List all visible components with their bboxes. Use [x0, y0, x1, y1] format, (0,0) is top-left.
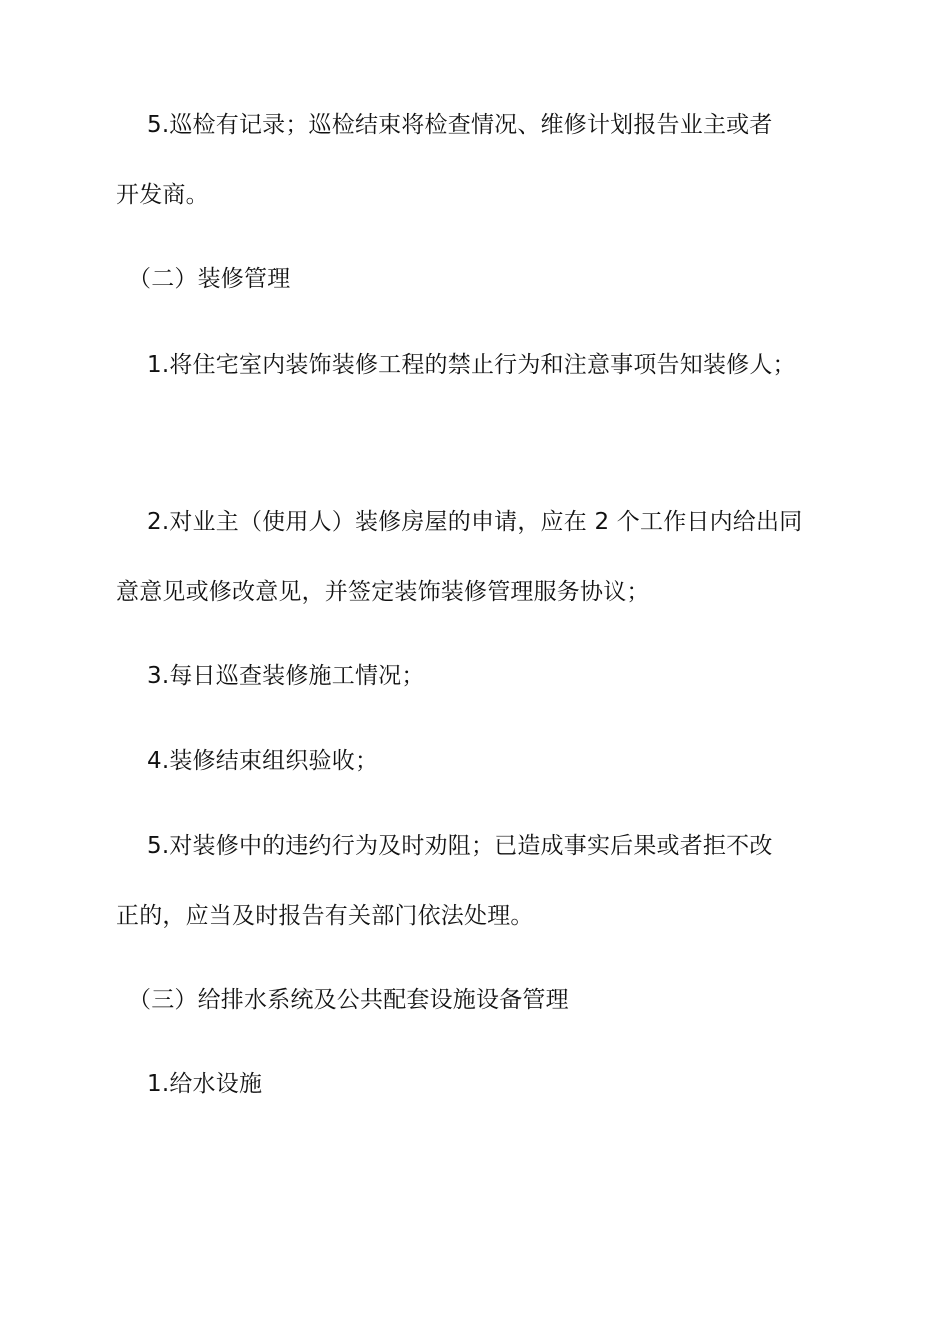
paragraph-line: 开发商。	[116, 182, 209, 208]
paragraph-line: 5.巡检有记录；巡检结束将检查情况、维修计划报告业主或者	[147, 112, 773, 138]
paragraph-line: 5.对装修中的违约行为及时劝阻；已造成事实后果或者拒不改	[147, 833, 773, 859]
paragraph-line: 4.装修结束组织验收；	[147, 748, 379, 774]
paragraph-line: 正的，应当及时报告有关部门依法处理。	[116, 903, 534, 929]
section-heading: （二）装修管理	[128, 266, 291, 292]
section-heading: （三）给排水系统及公共配套设施设备管理	[128, 987, 569, 1013]
paragraph-line: 意意见或修改意见，并签定装饰装修管理服务协议；	[116, 579, 650, 605]
paragraph-line: 2.对业主（使用人）装修房屋的申请，应在 2 个工作日内给出同	[147, 509, 803, 535]
paragraph-line: 3.每日巡查装修施工情况；	[147, 663, 425, 689]
paragraph-line: 1.将住宅室内装饰装修工程的禁止行为和注意事项告知装修人；	[147, 352, 796, 378]
paragraph-line: 1.给水设施	[147, 1071, 263, 1097]
